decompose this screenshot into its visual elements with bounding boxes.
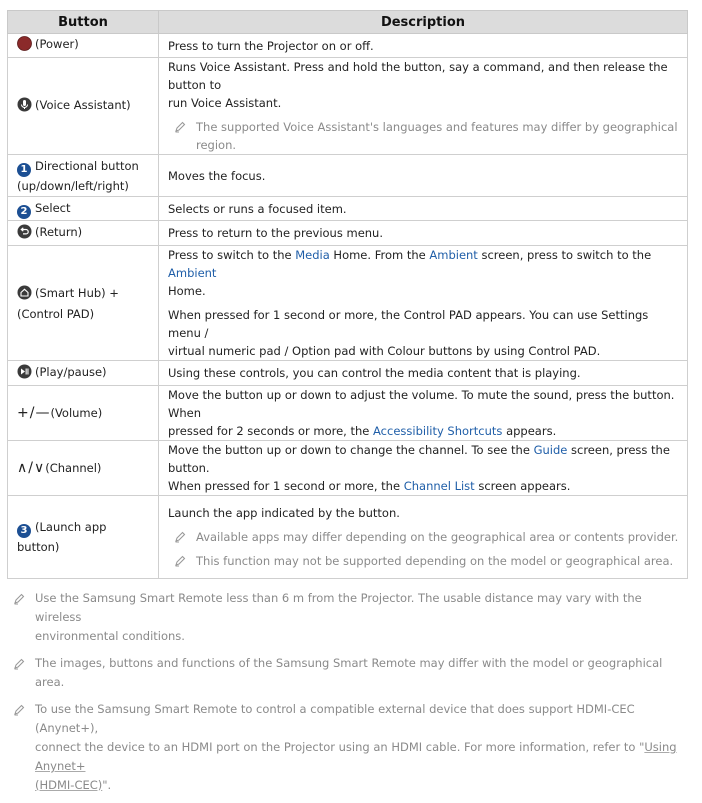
- ambient-link-2[interactable]: Ambient: [168, 266, 217, 280]
- footnote-1-line1: Use the Samsung Smart Remote less than 6 m from the Projector. The usable distance may vary with the wireless: [35, 591, 642, 624]
- voice-desc-line2: run Voice Assistant.: [168, 96, 282, 110]
- launch-note-1-text: Available apps may differ depending on the geographical area or contents provider.: [196, 530, 679, 544]
- footnote-2: [7, 654, 688, 692]
- table-row: [8, 441, 688, 496]
- button-cell-play: [8, 361, 159, 386]
- directional-desc: Moves the focus.: [168, 168, 266, 183]
- directional-label-line1: Directional button: [35, 158, 139, 173]
- launch-note-1: [168, 528, 681, 546]
- desc-cell-play: [159, 361, 688, 386]
- channel-text: When pressed for 1 second or more, the: [168, 479, 404, 493]
- channel-list-link[interactable]: Channel List: [403, 479, 475, 493]
- header-button: Button: [8, 11, 159, 34]
- button-cell-select: [8, 197, 159, 221]
- volume-desc-line1: Move the button up or down to adjust the volume. To mute the sound, press the button. When: [168, 388, 675, 420]
- document: [7, 10, 688, 803]
- pencil-icon: [13, 703, 25, 722]
- button-cell-smarthub: [8, 246, 159, 361]
- guide-link[interactable]: Guide: [533, 443, 568, 457]
- return-label: (Return): [35, 224, 83, 239]
- ambient-link[interactable]: Ambient: [429, 248, 478, 262]
- channel-text: Move the button up or down to change the channel. To see the: [168, 443, 534, 457]
- footnote-1-line2: environmental conditions.: [35, 629, 185, 643]
- button-cell-voice: [8, 58, 159, 155]
- footnote-2-text: The images, buttons and functions of the Samsung Smart Remote may differ with the model or geographical area.: [35, 656, 663, 689]
- play-desc: Using these controls, you can control the media content that is playing.: [168, 366, 581, 380]
- desc-cell-select: [159, 197, 688, 221]
- pencil-icon: [174, 530, 186, 548]
- table-row: [8, 197, 688, 221]
- voice-label: (Voice Assistant): [35, 97, 131, 112]
- select-label: Select: [35, 200, 71, 215]
- table-row: [8, 155, 688, 197]
- footnotes: [7, 589, 688, 795]
- table-row: [8, 34, 688, 58]
- channel-symbol: ∧/∨: [17, 460, 46, 476]
- button-cell-directional: [8, 155, 159, 197]
- number-badge-2: 2: [17, 205, 31, 219]
- volume-text: appears.: [502, 424, 557, 438]
- footnote-3-end: ".: [102, 778, 112, 792]
- button-cell-return: [8, 221, 159, 246]
- channel-label: (Channel): [45, 461, 102, 475]
- launch-desc: Launch the app indicated by the button.: [168, 506, 400, 520]
- launch-label: (Launch app button): [17, 520, 107, 554]
- select-desc: Selects or runs a focused item.: [168, 201, 347, 216]
- footnote-3-text: connect the device to an HDMI port on the Projector using an HDMI cable. For more information, refer to ": [35, 740, 645, 754]
- button-cell-channel: [8, 441, 159, 496]
- desc-cell-launch: [159, 496, 688, 579]
- smarthub-label-line2: (Control PAD): [17, 306, 95, 321]
- pencil-icon: [13, 657, 25, 676]
- table-row: [8, 386, 688, 441]
- desc-cell-voice: [159, 58, 688, 155]
- directional-label-line2: (up/down/left/right): [17, 178, 129, 193]
- smarthub-text: Home. From the: [329, 248, 430, 262]
- launch-note-2: [168, 552, 681, 570]
- return-icon: [17, 224, 32, 244]
- button-cell-launch: [8, 496, 159, 579]
- number-badge-1: 1: [17, 163, 31, 177]
- desc-cell-channel: [159, 441, 688, 496]
- number-badge-3: 3: [17, 524, 31, 538]
- voice-desc-line1: Runs Voice Assistant. Press and hold the button, say a command, and then release the button to: [168, 60, 668, 92]
- play-label: (Play/pause): [35, 364, 107, 379]
- footnote-3-line1: To use the Samsung Smart Remote to control a compatible external device that does support HDMI-CEC (Anynet+),: [35, 702, 635, 735]
- power-label: (Power): [35, 37, 79, 51]
- power-icon: [17, 36, 32, 56]
- smarthub-text: screen, press to switch to the: [477, 248, 652, 262]
- smarthub-desc-line2: Home.: [168, 284, 206, 298]
- desc-cell-directional: [159, 155, 688, 197]
- home-icon: [17, 285, 32, 305]
- microphone-icon: [17, 97, 32, 117]
- footnote-1: [7, 589, 688, 646]
- launch-note-2-text: This function may not be supported depending on the model or geographical area.: [196, 554, 674, 568]
- table-row: [8, 361, 688, 386]
- smarthub-desc-line3: When pressed for 1 second or more, the Control PAD appears. You can use Settings menu /: [168, 308, 649, 340]
- media-link[interactable]: Media: [295, 248, 330, 262]
- smarthub-desc-line4: virtual numeric pad / Option pad with Colour buttons by using Control PAD.: [168, 344, 601, 358]
- smarthub-label-line1: (Smart Hub) +: [35, 285, 119, 300]
- button-cell-power: [8, 34, 159, 58]
- table-row: [8, 496, 688, 579]
- volume-label: (Volume): [50, 406, 103, 420]
- power-desc: Press to turn the Projector on or off.: [168, 38, 374, 53]
- remote-buttons-table: [7, 10, 688, 579]
- return-desc: Press to return to the previous menu.: [168, 226, 384, 240]
- accessibility-shortcuts-link[interactable]: Accessibility Shortcuts: [373, 424, 503, 438]
- anynet-link[interactable]: Using Anynet+: [35, 740, 677, 773]
- voice-note-line1: The supported Voice Assistant's languages and features may differ by geographical: [196, 120, 678, 134]
- desc-cell-return: [159, 221, 688, 246]
- desc-cell-power: [159, 34, 688, 58]
- table-row: [8, 58, 688, 155]
- desc-cell-smarthub: [159, 246, 688, 361]
- desc-cell-volume: [159, 386, 688, 441]
- voice-note-line2: region.: [196, 138, 237, 152]
- pencil-icon: [174, 120, 186, 138]
- table-header-row: [8, 11, 688, 34]
- button-cell-volume: [8, 386, 159, 441]
- footnote-3: [7, 700, 688, 795]
- volume-text: pressed for 2 seconds or more, the: [168, 424, 374, 438]
- pencil-icon: [174, 554, 186, 572]
- table-row: [8, 246, 688, 361]
- smarthub-text: Press to switch to the: [168, 248, 296, 262]
- table-row: [8, 221, 688, 246]
- volume-symbol: +/—: [17, 405, 51, 421]
- play-pause-icon: [17, 364, 32, 384]
- pencil-icon: [13, 592, 25, 611]
- voice-note: [168, 118, 681, 154]
- hdmi-cec-link[interactable]: (HDMI-CEC): [35, 778, 103, 792]
- channel-text: screen, press the button.: [168, 443, 670, 475]
- header-description: Description: [159, 11, 688, 34]
- channel-text: screen appears.: [474, 479, 571, 493]
